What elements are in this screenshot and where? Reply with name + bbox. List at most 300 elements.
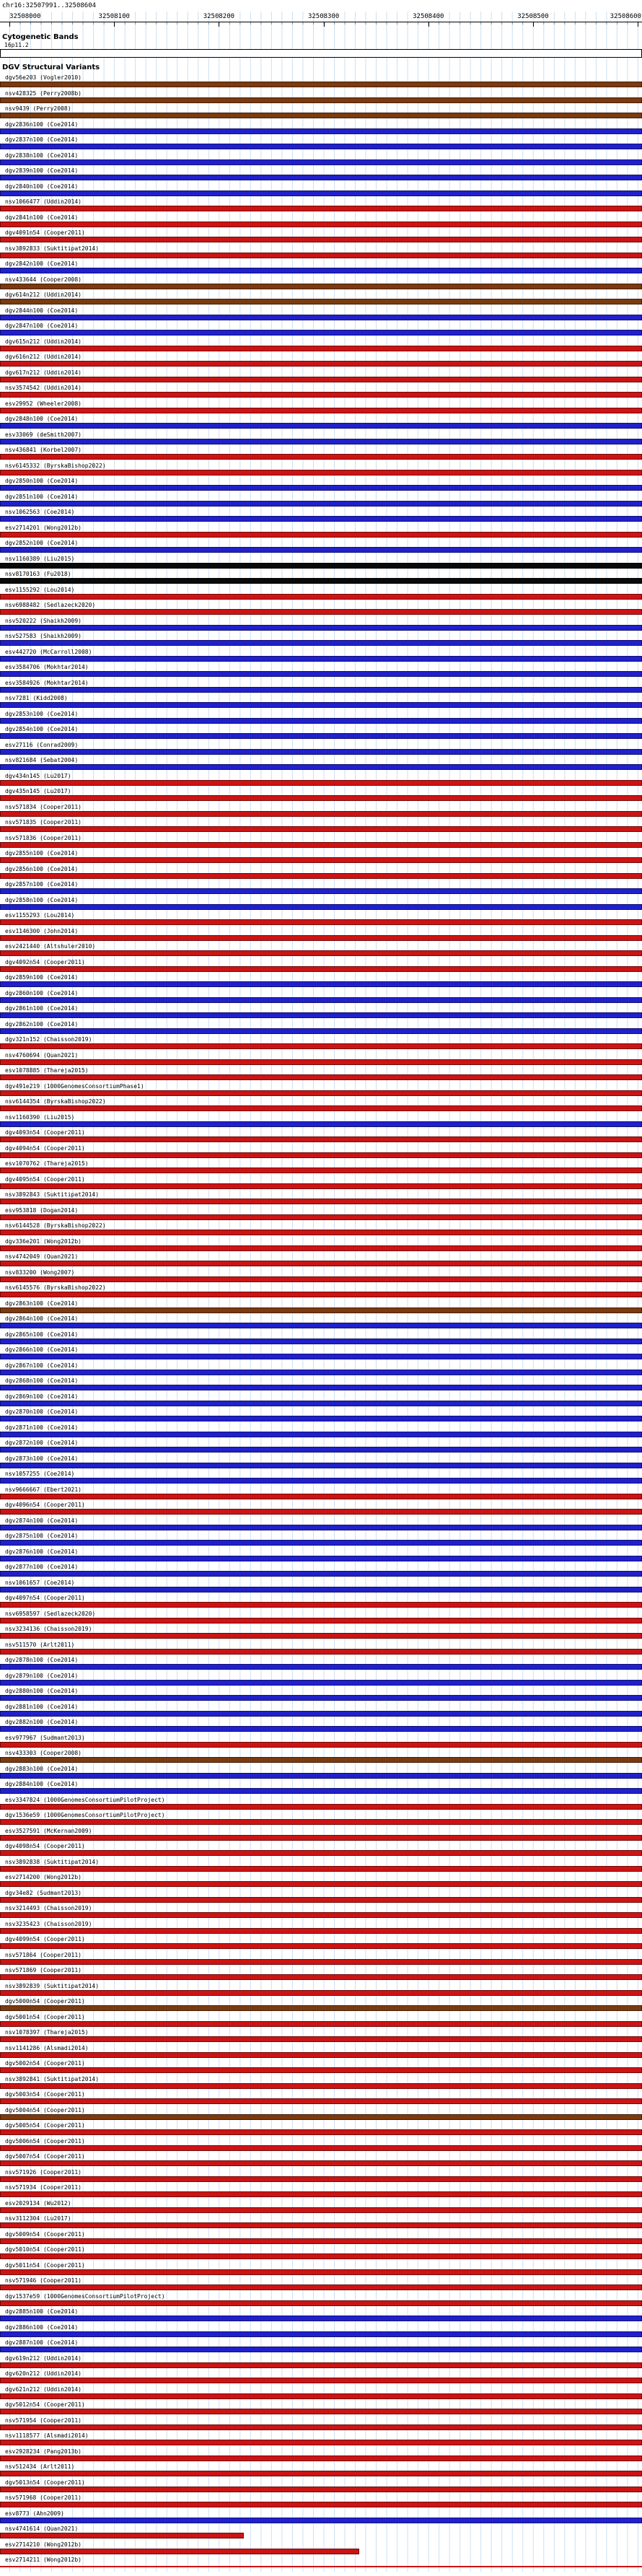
variant-label[interactable]: dgv5009n54 (Cooper2011) [5, 2230, 85, 2238]
variant-label[interactable]: nsv3892839 (Suktitipat2014) [5, 1982, 100, 1989]
variant-label[interactable]: nsv6145576 (ByrskaBishop2022) [5, 1284, 106, 1291]
variant-label[interactable]: nsv571869 (Cooper2011) [5, 1967, 82, 1973]
variant-bar[interactable] [0, 1881, 642, 1887]
variant-label[interactable]: dgv4096n54 (Cooper2011) [5, 1502, 85, 1508]
variant-label[interactable]: dgv619n212 (Uddin2014) [5, 2354, 82, 2362]
variant-bar[interactable] [0, 857, 642, 863]
variant-bar[interactable] [0, 687, 642, 693]
variant-bar[interactable] [0, 1245, 642, 1251]
variant-bar[interactable] [0, 780, 642, 786]
variant-bar[interactable] [0, 454, 642, 460]
variant-bar[interactable] [0, 2114, 642, 2120]
variant-label[interactable]: dgv2848n100 (Coe2014) [5, 416, 79, 422]
variant-bar[interactable] [0, 2347, 642, 2352]
variant-bar[interactable] [0, 2549, 359, 2554]
variant-label[interactable]: dgv4091n54 (Cooper2011) [5, 229, 85, 236]
variant-bar[interactable] [0, 1214, 642, 1220]
variant-bar[interactable] [0, 2207, 642, 2213]
variant-bar[interactable] [0, 361, 642, 367]
variant-label[interactable]: nsv520222 (Shaikh2009) [5, 617, 82, 624]
variant-label[interactable]: nsv512434 (Arlt2011) [5, 2463, 75, 2470]
variant-bar[interactable] [0, 2052, 642, 2058]
variant-label[interactable]: esv3347824 (1000GenomesConsortiumPilotProject) [5, 1796, 165, 1803]
variant-label[interactable]: dgv4093n54 (Cooper2011) [5, 1129, 85, 1136]
variant-bar[interactable] [0, 1183, 642, 1189]
variant-bar[interactable] [0, 392, 642, 398]
variant-bar[interactable] [0, 1012, 642, 1018]
variant-bar[interactable] [0, 2455, 642, 2461]
variant-bar[interactable] [0, 950, 642, 956]
variant-bar[interactable] [0, 1261, 642, 1266]
variant-bar[interactable] [0, 470, 642, 476]
variant-bar[interactable] [0, 175, 642, 180]
variant-label[interactable]: esv2928234 (Pang2013b) [5, 2448, 82, 2455]
variant-bar[interactable] [0, 609, 642, 615]
variant-label[interactable]: nsv3892833 (Suktitipat2014) [5, 245, 100, 252]
variant-bar[interactable] [0, 1463, 642, 1468]
variant-label[interactable]: dgv2883n100 (Coe2014) [5, 1765, 79, 1772]
variant-bar[interactable] [0, 190, 642, 196]
variant-label[interactable]: dgv2852n100 (Coe2014) [5, 540, 79, 546]
variant-bar[interactable] [0, 625, 642, 631]
variant-label[interactable]: nsv571934 (Cooper2011) [5, 2184, 82, 2191]
variant-label[interactable]: dgv2868n100 (Coe2014) [5, 1377, 79, 1384]
variant-label[interactable]: nsv436841 (Korbel2007) [5, 447, 82, 453]
variant-bar[interactable] [0, 1090, 642, 1096]
variant-label[interactable]: dgv491e219 (1000GenomesConsortiumPhase1) [5, 1082, 144, 1090]
variant-label[interactable]: dgv2847n100 (Coe2014) [5, 323, 79, 329]
variant-label[interactable]: nsv3234136 (Chaisson2019) [5, 1626, 92, 1632]
variant-label[interactable]: dgv2877n100 (Coe2014) [5, 1564, 79, 1570]
variant-label[interactable]: dgv5011n54 (Cooper2011) [5, 2261, 85, 2269]
variant-label[interactable]: nsv1118577 (Alsmadi2014) [5, 2432, 89, 2439]
variant-bar[interactable] [0, 2284, 642, 2290]
variant-bar[interactable] [0, 981, 642, 987]
variant-label[interactable]: dgv2866n100 (Coe2014) [5, 1346, 79, 1353]
variant-label[interactable]: dgv2858n100 (Coe2014) [5, 896, 79, 903]
variant-label[interactable]: dgv2839n100 (Coe2014) [5, 167, 79, 174]
variant-label[interactable]: dgv2864n100 (Coe2014) [5, 1315, 79, 1322]
variant-bar[interactable] [0, 1478, 642, 1484]
variant-label[interactable]: dgv4099n54 (Cooper2011) [5, 1936, 85, 1942]
variant-bar[interactable] [0, 2440, 642, 2445]
variant-label[interactable]: esv1155292 (Lou2014) [5, 586, 75, 593]
variant-label[interactable]: dgv56e203 (Vogler2010) [5, 74, 82, 81]
variant-label[interactable]: nsv6144528 (ByrskaBishop2022) [5, 1222, 106, 1229]
variant-bar[interactable] [0, 284, 642, 289]
variant-bar[interactable] [0, 1680, 642, 1686]
variant-label[interactable]: nsv433644 (Cooper2008) [5, 276, 82, 283]
variant-label[interactable]: dgv2853n100 (Coe2014) [5, 710, 79, 717]
variant-bar[interactable] [0, 2269, 642, 2275]
variant-label[interactable]: nsv3892838 (Suktitipat2014) [5, 1858, 100, 1865]
variant-bar[interactable] [0, 1307, 642, 1313]
variant-bar[interactable] [0, 1928, 642, 1934]
variant-bar[interactable] [0, 2067, 642, 2073]
variant-label[interactable]: nsv833200 (Wong2007) [5, 1269, 75, 1276]
variant-bar[interactable] [0, 2362, 642, 2368]
variant-bar[interactable] [0, 408, 642, 413]
variant-label[interactable]: esv2714211 (Wong2012b) [5, 2557, 82, 2563]
variant-bar[interactable] [0, 501, 642, 507]
variant-label[interactable]: esv3527591 (McKernan2009) [5, 1827, 92, 1834]
variant-label[interactable]: dgv4094n54 (Cooper2011) [5, 1144, 85, 1152]
variant-label[interactable]: esv1078885 (Thareja2015) [5, 1067, 89, 1074]
variant-label[interactable]: dgv2880n100 (Coe2014) [5, 1688, 79, 1694]
variant-label[interactable]: nsv571946 (Cooper2011) [5, 2277, 82, 2284]
cytoband-box[interactable] [0, 49, 642, 58]
variant-label[interactable]: dgv5005n54 (Cooper2011) [5, 2122, 85, 2129]
variant-label[interactable]: nsv433303 (Cooper2008) [5, 1750, 82, 1756]
variant-label[interactable]: dgv620n212 (Uddin2014) [5, 2370, 82, 2377]
variant-label[interactable]: nsv571926 (Cooper2011) [5, 2168, 82, 2176]
variant-bar[interactable] [0, 1416, 642, 1421]
variant-bar[interactable] [0, 1835, 642, 1841]
variant-label[interactable]: dgv2842n100 (Coe2014) [5, 260, 79, 267]
variant-label[interactable]: esv29952 (Wheeler2008) [5, 400, 82, 407]
variant-label[interactable]: nsv3235423 (Chaisson2019) [5, 1920, 92, 1927]
variant-label[interactable]: dgv2844n100 (Coe2014) [5, 307, 79, 314]
variant-label[interactable]: dgv2872n100 (Coe2014) [5, 1440, 79, 1446]
variant-bar[interactable] [0, 268, 642, 273]
variant-bar[interactable] [0, 904, 642, 910]
variant-bar[interactable] [0, 330, 642, 336]
variant-bar[interactable] [0, 997, 642, 1003]
variant-bar[interactable] [0, 966, 642, 972]
variant-label[interactable]: dgv2869n100 (Coe2014) [5, 1393, 79, 1400]
variant-bar[interactable] [0, 2176, 642, 2182]
variant-bar[interactable] [0, 733, 642, 739]
variant-label[interactable]: esv2714200 (Wong2012b) [5, 1874, 82, 1880]
variant-bar[interactable] [0, 2502, 642, 2507]
variant-bar[interactable] [0, 1323, 642, 1328]
variant-label[interactable]: nsv1141286 (Alsmadi2014) [5, 2044, 89, 2051]
variant-label[interactable]: esv2421440 (Altshuler2010) [5, 943, 96, 950]
variant-label[interactable]: esv3584706 (Mokhtar2014) [5, 664, 89, 670]
variant-label[interactable]: dgv2836n100 (Coe2014) [5, 121, 79, 128]
variant-label[interactable]: dgv2857n100 (Coe2014) [5, 881, 79, 888]
variant-bar[interactable] [0, 2331, 642, 2337]
variant-bar[interactable] [0, 1339, 642, 1344]
variant-label[interactable]: dgv5003n54 (Cooper2011) [5, 2091, 85, 2098]
variant-bar[interactable] [0, 764, 642, 770]
variant-bar[interactable] [0, 1897, 642, 1903]
variant-bar[interactable] [0, 315, 642, 320]
variant-label[interactable]: nsv571864 (Cooper2011) [5, 1951, 82, 1958]
variant-bar[interactable] [0, 842, 642, 848]
variant-bar[interactable] [0, 1292, 642, 1297]
variant-bar[interactable] [0, 1074, 642, 1080]
variant-label[interactable]: dgv5010n54 (Cooper2011) [5, 2246, 85, 2253]
variant-bar[interactable] [0, 1525, 642, 1530]
variant-label[interactable]: nsv6958597 (Sedlazeck2020) [5, 1610, 96, 1617]
variant-bar[interactable] [0, 749, 642, 755]
variant-label[interactable]: nsv3892843 (Suktitipat2014) [5, 1191, 100, 1198]
variant-bar[interactable] [0, 377, 642, 382]
variant-label[interactable]: nsv3214493 (Chaisson2019) [5, 1905, 92, 1911]
variant-label[interactable]: esv1146300 (John2014) [5, 927, 79, 934]
variant-label[interactable]: nsv1057255 (Coe2014) [5, 1471, 75, 1477]
variant-label[interactable]: dgv4098n54 (Cooper2011) [5, 1843, 85, 1849]
variant-label[interactable]: dgv2876n100 (Coe2014) [5, 1548, 79, 1555]
variant-label[interactable]: dgv2870n100 (Coe2014) [5, 1409, 79, 1415]
variant-bar[interactable] [0, 516, 642, 522]
variant-bar[interactable] [0, 1633, 642, 1639]
variant-bar[interactable] [0, 1804, 642, 1810]
variant-bar[interactable] [0, 1571, 642, 1577]
variant-bar[interactable] [0, 656, 642, 662]
variant-label[interactable]: esv2714201 (Wong2012b) [5, 524, 82, 531]
variant-label[interactable]: dgv5001n54 (Cooper2011) [5, 2013, 85, 2020]
variant-label[interactable]: nsv9439 (Perry2008) [5, 105, 71, 112]
variant-bar[interactable] [0, 1028, 642, 1034]
variant-bar[interactable] [0, 1152, 642, 1158]
variant-bar[interactable] [0, 2238, 642, 2244]
variant-bar[interactable] [0, 1105, 642, 1111]
variant-bar[interactable] [0, 1757, 642, 1763]
variant-label[interactable]: dgv2862n100 (Coe2014) [5, 1020, 79, 1028]
variant-bar[interactable] [0, 1401, 642, 1406]
variant-label[interactable]: esv442720 (McCarroll2008) [5, 648, 92, 655]
variant-bar[interactable] [0, 1354, 642, 1359]
variant-bar[interactable] [0, 1850, 642, 1856]
variant-label[interactable]: dgv5006n54 (Cooper2011) [5, 2137, 85, 2145]
variant-label[interactable]: dgv2887n100 (Coe2014) [5, 2339, 79, 2346]
variant-label[interactable]: nsv1160389 (Liu2015) [5, 555, 75, 562]
variant-bar[interactable] [0, 1587, 642, 1593]
variant-bar[interactable] [0, 1121, 642, 1127]
variant-label[interactable]: dgv2886n100 (Coe2014) [5, 2323, 79, 2331]
variant-bar[interactable] [0, 2393, 642, 2399]
variant-bar[interactable] [0, 1974, 642, 1980]
variant-label[interactable]: dgv2874n100 (Coe2014) [5, 1517, 79, 1524]
variant-label[interactable]: dgv435n145 (Lu2017) [5, 788, 71, 794]
variant-label[interactable]: nsv571834 (Cooper2011) [5, 803, 82, 810]
variant-label[interactable]: dgv2861n100 (Coe2014) [5, 1005, 79, 1012]
variant-bar[interactable] [0, 671, 642, 677]
variant-bar[interactable] [0, 2378, 642, 2383]
variant-label[interactable]: esv977967 (Sudmant2013) [5, 1734, 85, 1741]
variant-label[interactable]: dgv2860n100 (Coe2014) [5, 989, 79, 996]
variant-label[interactable]: nsv821684 (Sebat2004) [5, 757, 79, 763]
variant-bar[interactable] [0, 811, 642, 817]
variant-bar[interactable] [0, 237, 642, 242]
variant-label[interactable]: dgv434n145 (Lu2017) [5, 772, 71, 779]
variant-label[interactable]: nsv3892841 (Suktitipat2014) [5, 2075, 100, 2082]
variant-bar[interactable] [0, 1711, 642, 1717]
variant-label[interactable]: nsv3112304 (Lu2017) [5, 2215, 71, 2222]
variant-bar[interactable] [0, 1509, 642, 1515]
variant-label[interactable]: dgv2871n100 (Coe2014) [5, 1424, 79, 1431]
variant-bar[interactable] [0, 1447, 642, 1453]
variant-bar[interactable] [0, 97, 642, 103]
variant-label[interactable]: nsv571968 (Cooper2011) [5, 2494, 82, 2501]
variant-label[interactable]: nsv1062563 (Coe2014) [5, 509, 75, 515]
variant-bar[interactable] [0, 144, 642, 149]
variant-label[interactable]: nsv527583 (Shaikh2009) [5, 633, 82, 639]
variant-label[interactable]: dgv2841n100 (Coe2014) [5, 214, 79, 221]
variant-bar[interactable] [0, 1059, 642, 1065]
variant-label[interactable]: esv2714210 (Wong2012b) [5, 2541, 82, 2548]
variant-bar[interactable] [0, 1819, 642, 1825]
variant-bar[interactable] [0, 1866, 642, 1872]
variant-bar[interactable] [0, 1742, 642, 1748]
variant-bar[interactable] [0, 1385, 642, 1390]
variant-bar[interactable] [0, 1432, 642, 1437]
variant-label[interactable]: nsv428325 (Perry2008b) [5, 89, 82, 97]
variant-label[interactable]: dgv321n152 (Chaisson2019) [5, 1036, 92, 1043]
variant-label[interactable]: dgv2873n100 (Coe2014) [5, 1455, 79, 1462]
variant-label[interactable]: nsv4741614 (Quan2021) [5, 2525, 79, 2532]
variant-bar[interactable] [0, 1230, 642, 1235]
variant-label[interactable]: nsv1160390 (Liu2015) [5, 1113, 75, 1121]
variant-label[interactable]: dgv1537e59 (1000GenomesConsortiumPilotProject) [5, 2292, 165, 2300]
variant-bar[interactable] [0, 2083, 642, 2089]
variant-bar[interactable] [0, 1556, 642, 1561]
variant-bar[interactable] [0, 1602, 642, 1608]
variant-label[interactable]: nsv571954 (Cooper2011) [5, 2417, 82, 2424]
variant-label[interactable]: dgv2882n100 (Coe2014) [5, 1719, 79, 1725]
variant-label[interactable]: dgv2856n100 (Coe2014) [5, 865, 79, 872]
variant-label[interactable]: dgv4095n54 (Cooper2011) [5, 1175, 85, 1183]
variant-label[interactable]: dgv34e82 (Sudmant2013) [5, 1889, 82, 1896]
variant-bar[interactable] [0, 2145, 642, 2151]
variant-label[interactable]: dgv4092n54 (Cooper2011) [5, 958, 85, 965]
variant-label[interactable]: dgv2837n100 (Coe2014) [5, 136, 79, 143]
variant-label[interactable]: esv953818 (Dogan2014) [5, 1206, 79, 1214]
variant-label[interactable]: esv2029134 (Wu2012) [5, 2199, 71, 2207]
variant-bar[interactable] [0, 1167, 642, 1173]
variant-bar[interactable] [0, 1649, 642, 1655]
variant-label[interactable]: nsv7281 (Kidd2008) [5, 695, 68, 701]
variant-bar[interactable] [0, 919, 642, 925]
variant-label[interactable]: esv27116 (Conrad2009) [5, 741, 79, 748]
variant-label[interactable]: nsv571836 (Cooper2011) [5, 834, 82, 841]
variant-label[interactable]: dgv615n212 (Uddin2014) [5, 338, 82, 345]
variant-label[interactable]: dgv2865n100 (Coe2014) [5, 1331, 79, 1338]
variant-bar[interactable] [0, 206, 642, 211]
variant-bar[interactable] [0, 578, 642, 584]
variant-bar[interactable] [0, 1990, 642, 1996]
variant-bar[interactable] [0, 2471, 642, 2476]
variant-label[interactable]: dgv5013n54 (Cooper2011) [5, 2479, 85, 2486]
variant-bar[interactable] [0, 222, 642, 227]
variant-bar[interactable] [0, 594, 642, 600]
variant-bar[interactable] [0, 423, 642, 429]
variant-label[interactable]: nsv6144354 (ByrskaBishop2022) [5, 1098, 106, 1105]
variant-label[interactable]: dgv2863n100 (Coe2014) [5, 1300, 79, 1307]
variant-label[interactable]: dgv2851n100 (Coe2014) [5, 493, 79, 500]
variant-label[interactable]: dgv2838n100 (Coe2014) [5, 152, 79, 159]
variant-label[interactable]: nsv571835 (Cooper2011) [5, 819, 82, 825]
variant-label[interactable]: nsv8170163 (Fu2018) [5, 571, 71, 577]
variant-bar[interactable] [0, 2300, 642, 2306]
variant-label[interactable]: dgv336e201 (Wong2012b) [5, 1237, 82, 1245]
variant-bar[interactable] [0, 2533, 244, 2538]
variant-label[interactable]: esv1070762 (Thareja2015) [5, 1160, 89, 1167]
variant-bar[interactable] [0, 2518, 642, 2523]
variant-bar[interactable] [0, 826, 642, 832]
variant-label[interactable]: dgv2878n100 (Coe2014) [5, 1657, 79, 1663]
variant-bar[interactable] [0, 1943, 642, 1949]
variant-label[interactable]: dgv5012n54 (Cooper2011) [5, 2401, 85, 2408]
variant-bar[interactable] [0, 1773, 642, 1779]
variant-bar[interactable] [0, 1788, 642, 1794]
variant-label[interactable]: dgv2885n100 (Coe2014) [5, 2308, 79, 2315]
variant-label[interactable]: esv1155293 (Lou2014) [5, 912, 75, 919]
variant-label[interactable]: nsv1078397 (Thareja2015) [5, 2029, 89, 2036]
variant-bar[interactable] [0, 1199, 642, 1204]
variant-bar[interactable] [0, 888, 642, 894]
variant-bar[interactable] [0, 1136, 642, 1142]
variant-label[interactable]: nsv9666667 (Ebert2021) [5, 1486, 82, 1493]
variant-label[interactable]: esv33069 (deSmith2007) [5, 431, 82, 438]
variant-bar[interactable] [0, 2021, 642, 2027]
variant-bar[interactable] [0, 128, 642, 134]
variant-label[interactable]: dgv621n212 (Uddin2014) [5, 2386, 82, 2393]
variant-bar[interactable] [0, 113, 642, 118]
variant-bar[interactable] [0, 2222, 642, 2228]
variant-label[interactable]: dgv2855n100 (Coe2014) [5, 850, 79, 857]
variant-label[interactable]: nsv1061657 (Coe2014) [5, 1579, 75, 1586]
variant-bar[interactable] [0, 299, 642, 305]
variant-label[interactable]: dgv2881n100 (Coe2014) [5, 1703, 79, 1710]
variant-label[interactable]: dgv5000n54 (Cooper2011) [5, 1998, 85, 2005]
variant-bar[interactable] [0, 1540, 642, 1546]
variant-label[interactable]: dgv2854n100 (Coe2014) [5, 726, 79, 732]
variant-label[interactable]: dgv1536e59 (1000GenomesConsortiumPilotProject) [5, 1812, 165, 1818]
variant-bar[interactable] [0, 1912, 642, 1918]
variant-bar[interactable] [0, 2098, 642, 2104]
variant-label[interactable]: nsv4760694 (Quan2021) [5, 1051, 79, 1059]
variant-bar[interactable] [0, 439, 642, 444]
variant-label[interactable]: dgv2867n100 (Coe2014) [5, 1362, 79, 1369]
variant-label[interactable]: dgv2884n100 (Coe2014) [5, 1781, 79, 1787]
variant-bar[interactable] [0, 2424, 642, 2430]
variant-label[interactable]: nsv1066477 (Uddin2014) [5, 198, 82, 205]
variant-bar[interactable] [0, 2253, 642, 2259]
variant-label[interactable]: esv8773 (Ahn2009) [5, 2510, 64, 2517]
variant-label[interactable]: dgv5007n54 (Cooper2011) [5, 2153, 85, 2160]
variant-label[interactable]: dgv2840n100 (Coe2014) [5, 183, 79, 190]
variant-bar[interactable] [0, 702, 642, 708]
variant-bar[interactable] [0, 1664, 642, 1670]
variant-bar[interactable] [0, 2487, 642, 2492]
variant-label[interactable]: dgv5002n54 (Cooper2011) [5, 2060, 85, 2067]
variant-label[interactable]: dgv5004n54 (Cooper2011) [5, 2106, 85, 2113]
variant-bar[interactable] [0, 718, 642, 724]
variant-bar[interactable] [0, 1370, 642, 1375]
variant-bar[interactable] [0, 795, 642, 801]
variant-bar[interactable] [0, 873, 642, 879]
variant-bar[interactable] [0, 1959, 642, 1965]
variant-label[interactable]: nsv4742049 (Quan2021) [5, 1253, 79, 1260]
variant-label[interactable]: nsv6145332 (ByrskaBishop2022) [5, 462, 106, 469]
variant-bar[interactable] [0, 2409, 642, 2414]
variant-bar[interactable] [0, 346, 642, 351]
variant-bar[interactable] [0, 532, 642, 538]
variant-bar[interactable] [0, 2036, 642, 2042]
variant-bar[interactable] [0, 253, 642, 258]
variant-bar[interactable] [0, 1276, 642, 1282]
variant-label[interactable]: dgv2859n100 (Coe2014) [5, 974, 79, 981]
variant-label[interactable]: dgv4097n54 (Cooper2011) [5, 1595, 85, 1601]
variant-label[interactable]: dgv616n212 (Uddin2014) [5, 354, 82, 360]
variant-bar[interactable] [0, 2160, 642, 2166]
variant-bar[interactable] [0, 547, 642, 553]
variant-bar[interactable] [0, 2566, 642, 2567]
variant-label[interactable]: dgv2879n100 (Coe2014) [5, 1672, 79, 1679]
